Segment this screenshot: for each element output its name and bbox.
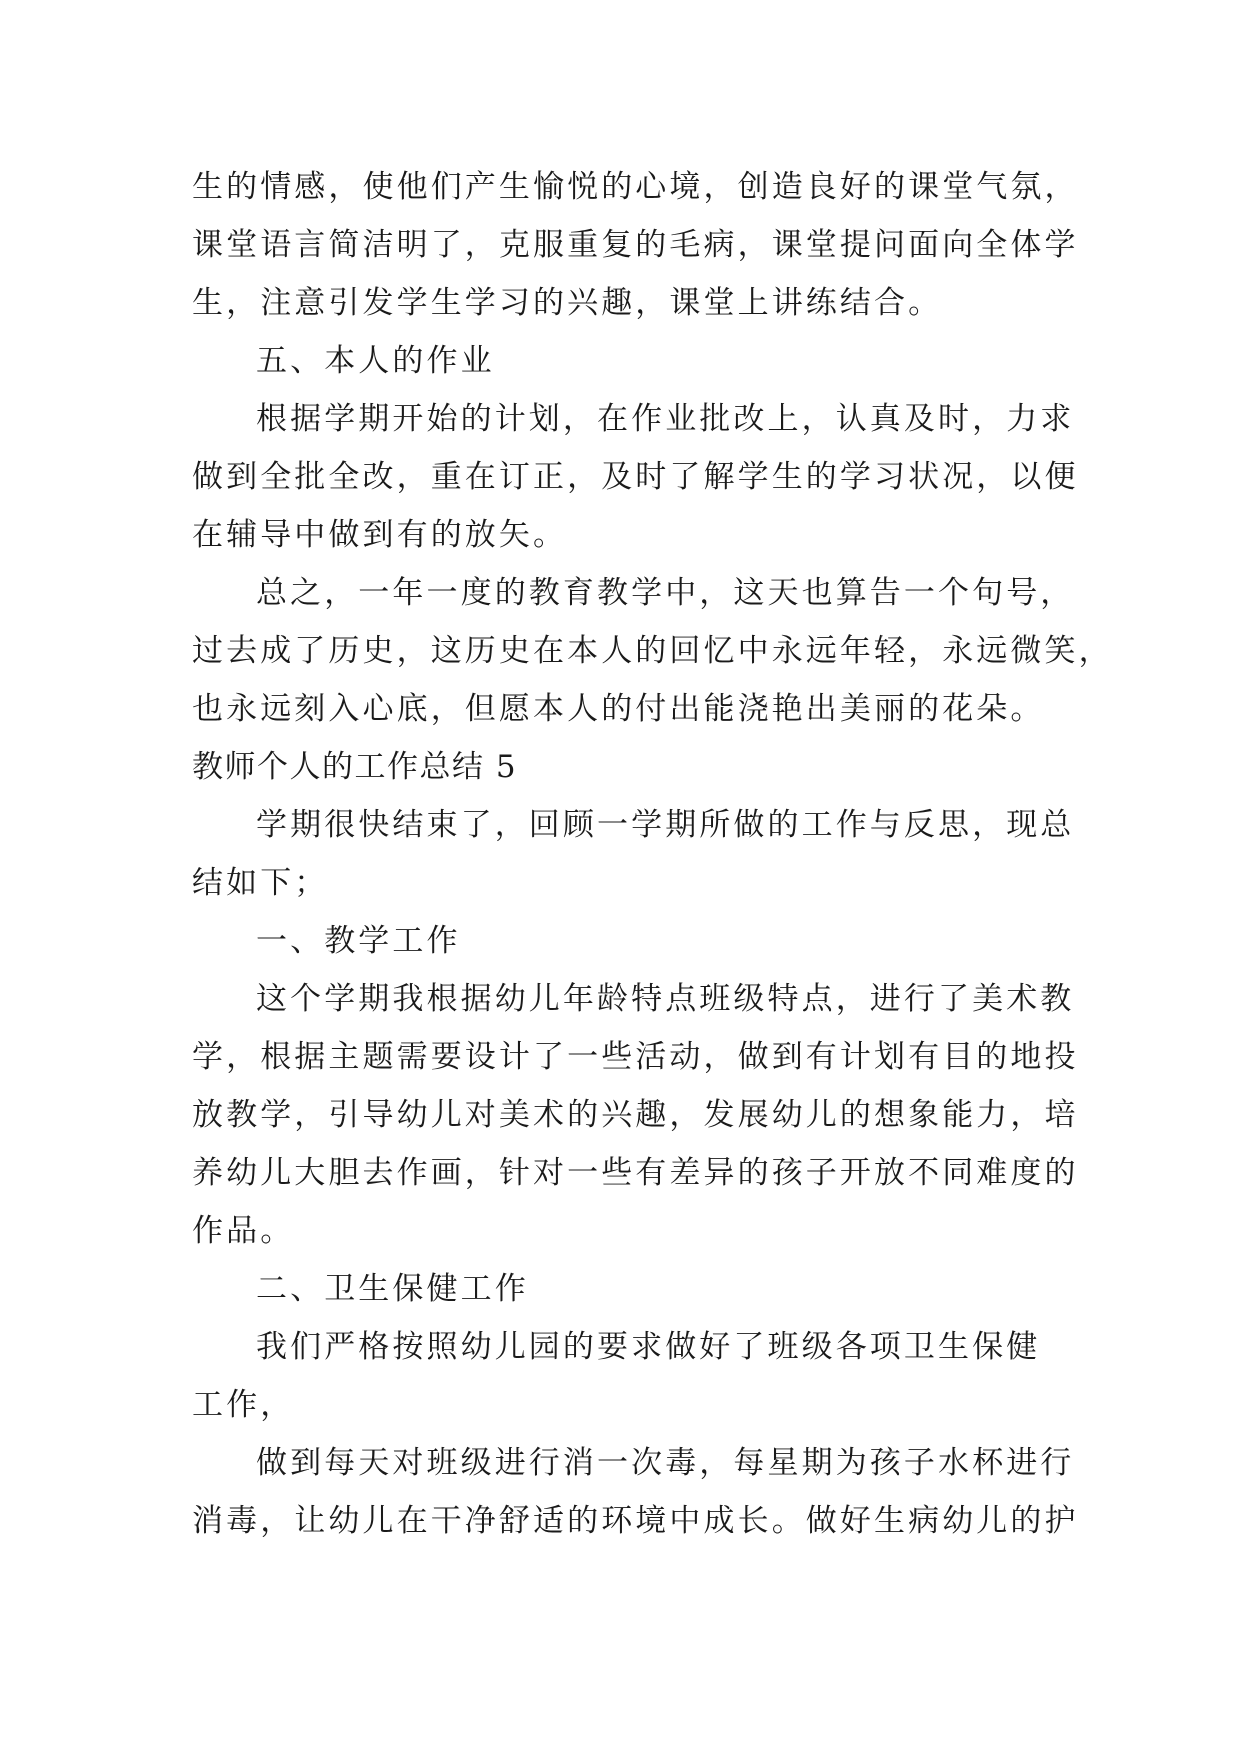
paragraph-line: 在辅导中做到有的放矢。: [192, 517, 568, 553]
paragraph-line: 学期很快结束了，回顾一学期所做的工作与反思，现总: [256, 807, 1075, 843]
paragraph-line: 学，根据主题需要设计了一些活动，做到有计划有目的地投: [192, 1039, 1079, 1075]
paragraph-line: 总之，一年一度的教育教学中，这天也算告一个句号，: [256, 575, 1075, 611]
paragraph-line: 放教学，引导幼儿对美术的兴趣，发展幼儿的想象能力，培: [192, 1097, 1079, 1133]
paragraph-line: 做到每天对班级进行消一次毒，每星期为孩子水杯进行: [256, 1445, 1075, 1481]
paragraph-line: 过去成了历史，这历史在本人的回忆中永远年轻，永远微笑，: [192, 633, 1113, 669]
section-heading-5: 五、本人的作业: [256, 343, 495, 379]
paragraph-line: 课堂语言简洁明了，克服重复的毛病，课堂提问面向全体学: [192, 227, 1079, 263]
paragraph-line: 作品。: [192, 1213, 295, 1249]
paragraph-line: 消毒，让幼儿在干净舒适的环境中成长。做好生病幼儿的护: [192, 1503, 1079, 1539]
paragraph-line: 养幼儿大胆去作画，针对一些有差异的孩子开放不同难度的: [192, 1155, 1079, 1191]
paragraph-line: 工作，: [192, 1387, 295, 1423]
paragraph-line: 生的情感，使他们产生愉悦的心境，创造良好的课堂气氛，: [192, 169, 1079, 205]
paragraph-line: 我们严格按照幼儿园的要求做好了班级各项卫生保健: [256, 1329, 1041, 1365]
document-title: 教师个人的工作总结 5: [192, 749, 518, 785]
paragraph-line: 这个学期我根据幼儿年龄特点班级特点，进行了美术教: [256, 981, 1075, 1017]
paragraph-line: 结如下；: [192, 865, 329, 901]
document-body: [192, 158, 1113, 1550]
section-heading-1: 一、教学工作: [256, 923, 461, 959]
paragraph-line: 做到全批全改，重在订正，及时了解学生的学习状况，以便: [192, 459, 1079, 495]
section-heading-2: 二、卫生保健工作: [256, 1271, 529, 1307]
paragraph-line: 根据学期开始的计划，在作业批改上，认真及时，力求: [256, 401, 1075, 437]
paragraph-line: 也永远刻入心底，但愿本人的付出能浇艳出美丽的花朵。: [192, 691, 1045, 727]
paragraph-line: 生，注意引发学生学习的兴趣，课堂上讲练结合。: [192, 285, 943, 321]
